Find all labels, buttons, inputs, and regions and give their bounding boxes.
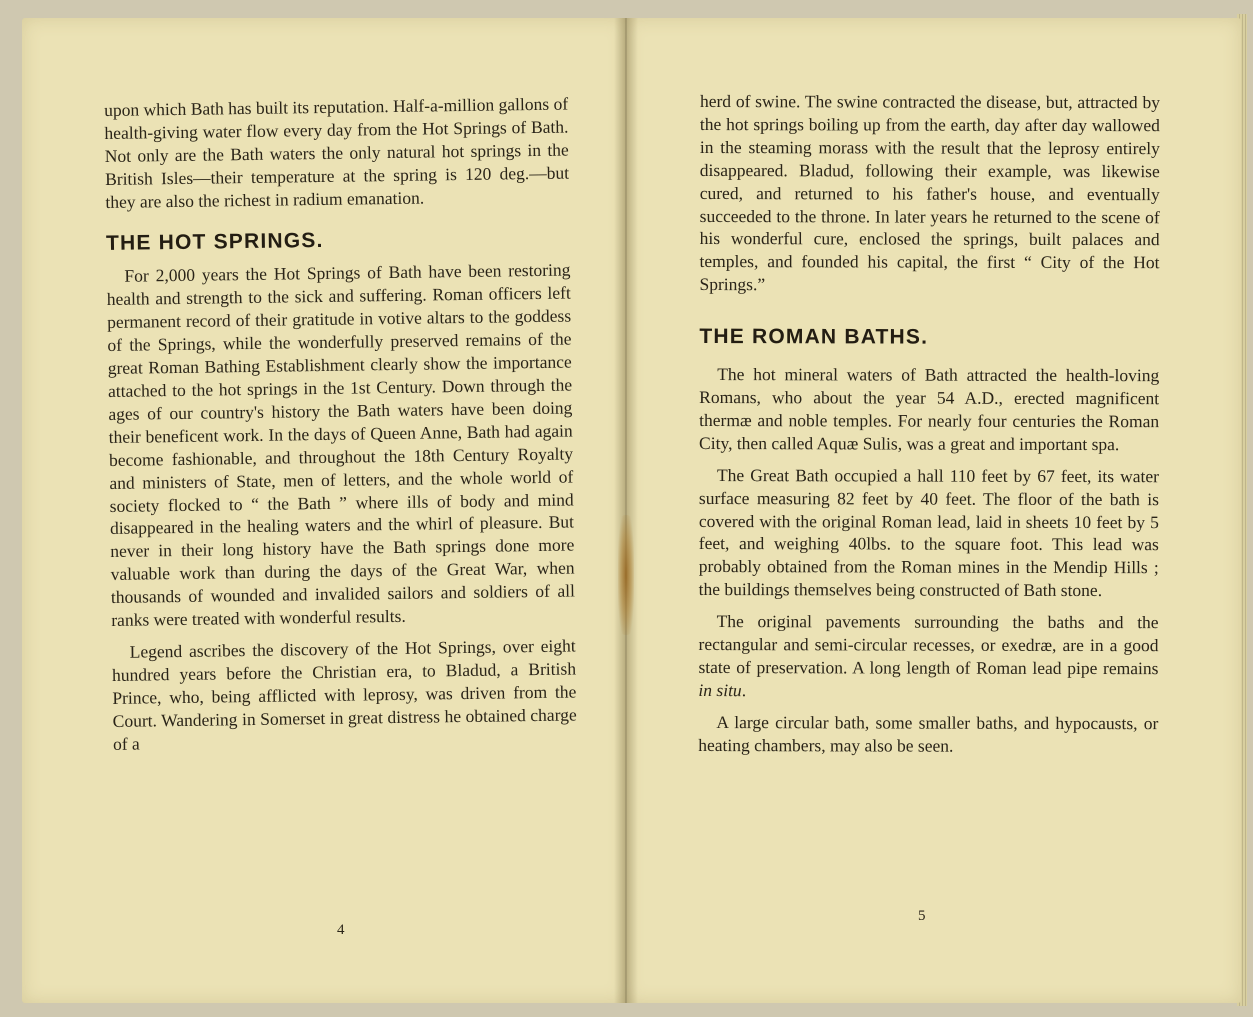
page-number-right: 5 — [918, 908, 926, 924]
right-paragraph-2: The hot mineral waters of Bath attracted the health-loving Romans, who about the year 54 A.D., erected magnificent thermæ and noble temples. For nearly four centuries the Roman City, then called Aquæ Sulis, was a great and important spa. — [699, 364, 1160, 454]
left-paragraph-1: upon which Bath has built its reputation. Half-a-million gallons of health-giving water flow every day from the Hot Springs of Bath. Not only are the Bath waters the only natural hot springs in the British Isles—their temperature at the spring is 120 deg.—but they are also the richest in radium emanation. — [104, 93, 570, 212]
left-paragraph-2: For 2,000 years the Hot Springs of Bath have been restoring health and strength to the sick and suffering. Roman officers left permanent record of their gratitude in votive altars to the goddess of the Springs, while the wonderfully preserved remains of the great Roman Bathing Establishment clearly show the importance attached to the hot springs in the 1st Century. Down through the ages of our country's history the Bath waters have been doing their beneficent work. In the days of Queen Anne, Bath had again become fashionable, and throughout the 18th Century Royalty and ministers of State, men of letters, and the whole world of society flocked to “ the Bath ” where ills of body and mind disappeared in the healing waters and the whirl of pleasure. But never in their long history have the Bath springs done more valuable work than during the days of the Great War, when thousands of wounded and invalided sailors and soldiers of all ranks were treated with wonderful results. — [106, 259, 576, 630]
right-paragraph-4 — [698, 610, 1158, 703]
left-paragraph-3: Legend ascribes the discovery of the Hot Springs, over eight hundred years before the Christian era, to Bladud, a British Prince, who, being afflicted with leprosy, was driven from the Court. Wandering in Somerset in great distress he obtained charge of a — [111, 635, 577, 754]
in-situ-italic: in situ — [698, 679, 742, 700]
heading-roman-baths: THE ROMAN BATHS. — [699, 325, 929, 349]
right-paragraph-5: A large circular bath, some smaller baths, and hypocausts, or heating chambers, may also be seen. — [698, 711, 1159, 756]
page-number-left: 4 — [337, 922, 345, 938]
book-spine — [614, 18, 638, 1003]
right-paragraph-4-text: The original pavements surrounding the baths and the rectangular and semi-circular recesses, or exedræ, are in a good state of preservation. A long length of Roman lead pipe remains — [698, 611, 1159, 679]
staple-rust-stain — [618, 515, 634, 635]
right-paragraph-3: The Great Bath occupied a hall 110 feet by 67 feet, its water surface measuring 82 feet by 40 feet. The floor of the bath is covered with the original Roman lead, laid in sheets 10 feet by 5 feet, and weighing 40lbs. to the square foot. This lead was probably obtained from the Roman mines in the Mendip Hills ; the buildings themselves being constructed of Bath stone. — [698, 464, 1160, 601]
right-page-text — [698, 90, 1160, 758]
heading-hot-springs: THE HOT SPRINGS. — [105, 228, 324, 255]
right-paragraph-4-end: . — [741, 679, 747, 700]
right-paragraph-1: herd of swine. The swine contracted the disease, but, attracted by the hot springs boiling up from the earth, day after day wallowed in the steaming morass with the result that the leprosy entirely disappeared. Bladud, following their example, was likewise cured, and returned to his father's house, and eventually succeeded to the throne. In later years he returned to the scene of his wonderful cure, enclosed the springs, built palaces and temples, and founded his capital, the first “ City of the Hot Springs.” — [699, 91, 1160, 295]
left-page-text — [104, 93, 577, 756]
